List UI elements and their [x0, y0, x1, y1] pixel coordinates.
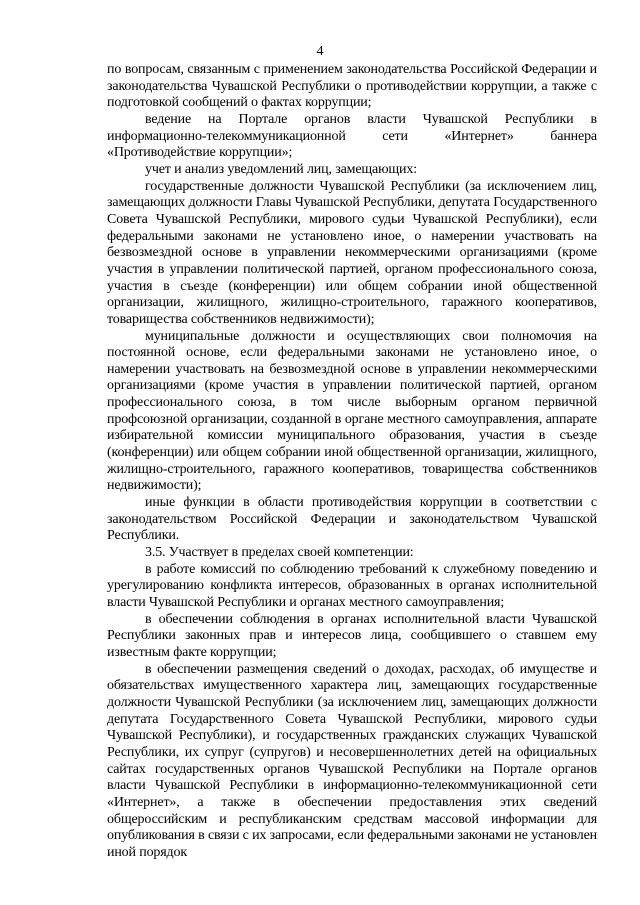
page-number: 4: [316, 44, 324, 59]
paragraph: иные функции в области противодействия коррупции в соответствии с законодательством Российской Федерации и законодательством Чувашской Республики.: [107, 495, 597, 544]
paragraph: ведение на Портале органов власти Чувашской Республики в информационно-телекоммуникационной сети «Интернет» баннера «Противодействие коррупции»;: [107, 111, 597, 161]
paragraph: в обеспечении соблюдения в органах исполнительной власти Чувашской Республики законных прав и интересов лица, сообщившего о ставшем ему известным факте коррупции;: [107, 611, 597, 660]
document-body: [107, 62, 597, 862]
paragraph: учет и анализ уведомлений лиц, замещающих:: [145, 161, 417, 177]
paragraph-continuation: по вопросам, связанным с применением законодательства Российской Федерации и законодательства Чувашской Республики о противодействии коррупции, а также с подготовкой сообщений о фактах коррупции;: [107, 62, 597, 111]
paragraph: в работе комиссий по соблюдению требований к служебному поведению и урегулированию конфликта интересов, образованных в органах исполнительной власти Чувашской Республики и органах местного самоуправления;: [107, 561, 597, 610]
paragraph: в обеспечении размещения сведений о доходах, расходах, об имуществе и обязательствах имущественного характера лиц, замещающих государственные должности Чувашской Республики (за исключением лиц, замещающих должности депутата Государственного Совета Чувашской Республики, мирового судьи Чувашской Республики), и государственных гражданских служащих Чувашской Республики, их супруг (супругов) и несовершеннолетних детей на официальных сайтах государственных органов Чувашской Республики на Портале органов власти Чувашской Республики в информационно-телекоммуникационной сети «Интернет», а также в обеспечении предоставления этих сведений общероссийским и республиканским средствам массовой информации для опубликования в связи с их запросами, если федеральными законами не установлен иной порядок: [107, 661, 597, 860]
paragraph: муниципальные должности и осуществляющих свои полномочия на постоянной основе, если федеральными законами не установлено иное, о намерении участвовать на безвозмездной основе в управлении некоммерческими организациями (кроме участия в управлении политической партией, органом профессионального союза, в том числе выборным органом первичной профсоюзной организации, созданной в органе местного самоуправления, аппарате избирательной комиссии муниципального образования, участия в съезде (конференции) или общем собрании иной общественной организации, жилищного, жилищно-строительного, гаражного кооперативов, товарищества собственников недвижимости);: [107, 328, 597, 494]
paragraph: государственные должности Чувашской Республики (за исключением лиц, замещающих должности Главы Чувашской Республики, депутата Государственного Совета Чувашской Республики, мирового судьи Чувашской Республики), если федеральными законами не установлено иное, о намерении участвовать на безвозмездной основе в управлении некоммерческими организациями (кроме участия в управлении политической партией, органом профессионального союза, участия в съезде (конференции) или общем собрании иной общественной организации, жилищного, жилищно-строительного, гаражного кооперативов, товарищества собственников недвижимости);: [107, 178, 597, 327]
section-heading: 3.5. Участвует в пределах своей компетенции:: [145, 545, 414, 561]
